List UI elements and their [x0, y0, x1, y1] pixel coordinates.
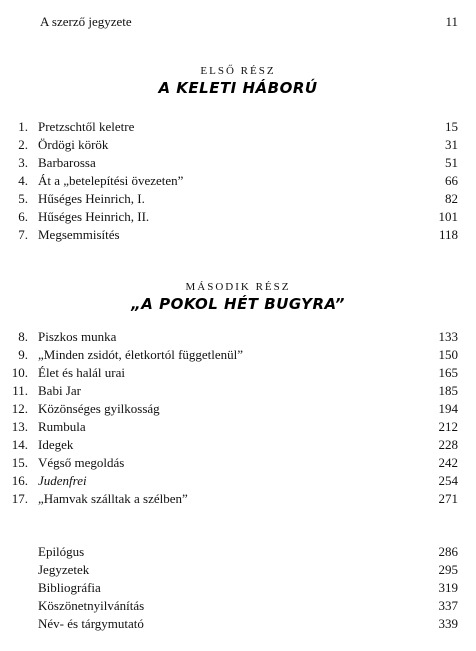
entry-number: 15.: [11, 455, 28, 470]
entry-title: Barbarossa: [38, 155, 96, 170]
toc-entry-backmatter: [0, 579, 476, 597]
entry-title: Végső megoldás: [38, 455, 125, 470]
entry-page: 101: [438, 209, 458, 224]
toc-entry: [0, 154, 476, 172]
entry-title: Hűséges Heinrich, I.: [38, 191, 145, 206]
entry-number: 10.: [11, 365, 28, 380]
entry-title: Babi Jar: [38, 383, 81, 398]
entry-title: Idegek: [38, 437, 74, 452]
entry-number: 12.: [11, 401, 28, 416]
part-label: MÁSODIK RÉSZ: [185, 281, 291, 293]
entry-number: 9.: [18, 347, 28, 362]
entry-page: 286: [438, 544, 458, 559]
entry-number: 11.: [12, 383, 28, 398]
entry-page: 271: [438, 491, 458, 506]
entry-number: 3.: [18, 155, 28, 170]
entry-page: 339: [438, 616, 458, 631]
entry-page: 185: [438, 383, 458, 398]
entry-page: 31: [445, 137, 458, 152]
toc-entry: [0, 208, 476, 226]
entry-title: A szerző jegyzete: [40, 14, 132, 29]
toc-entry: [0, 136, 476, 154]
toc-entry: [0, 400, 476, 418]
entry-page: 15: [445, 119, 458, 134]
entry-page: 51: [445, 155, 458, 170]
entry-page: 254: [438, 473, 458, 488]
entry-page: 212: [438, 419, 458, 434]
toc-entry-backmatter: [0, 543, 476, 561]
toc-entry: [0, 472, 476, 490]
toc-entry: [0, 382, 476, 400]
toc-entry-preface: [0, 13, 476, 31]
toc-entry: [0, 118, 476, 136]
entry-page: 82: [445, 191, 458, 206]
toc-entry: [0, 346, 476, 364]
entry-number: 17.: [11, 491, 28, 506]
entry-title: Judenfrei: [38, 473, 87, 488]
entry-title: Át a „betelepítési övezeten”: [38, 173, 184, 188]
entry-page: 194: [438, 401, 458, 416]
toc-entry-backmatter: [0, 615, 476, 633]
entry-title: Bibliográfia: [38, 580, 101, 595]
entry-page: 228: [438, 437, 458, 452]
entry-number: 5.: [18, 191, 28, 206]
toc-entry: [0, 190, 476, 208]
entry-title: Jegyzetek: [38, 562, 90, 577]
toc-entry: [0, 328, 476, 346]
entry-title: Élet és halál urai: [38, 365, 125, 380]
toc-entry-backmatter: [0, 597, 476, 615]
toc-entry: [0, 454, 476, 472]
entry-title: Hűséges Heinrich, II.: [38, 209, 150, 224]
entry-title: Név- és tárgymutató: [38, 616, 144, 631]
entry-number: 13.: [11, 419, 28, 434]
entry-title: Köszönetnyilvánítás: [38, 598, 145, 613]
entry-page: 133: [438, 329, 458, 344]
entry-number: 7.: [18, 227, 28, 242]
toc-entry: [0, 436, 476, 454]
entry-page: 319: [438, 580, 458, 595]
entry-title: Közönséges gyilkosság: [38, 401, 160, 416]
toc-entry: [0, 490, 476, 508]
toc-entry: [0, 226, 476, 244]
entry-title: „Minden zsidót, életkortól függetlenül”: [38, 347, 244, 362]
entry-page: 337: [438, 598, 458, 613]
entry-title: Epilógus: [38, 544, 85, 559]
entry-number: 6.: [18, 209, 28, 224]
entry-number: 14.: [11, 437, 28, 452]
toc-entry: [0, 364, 476, 382]
entry-title: Piszkos munka: [38, 329, 117, 344]
entry-title: Rumbula: [38, 419, 86, 434]
toc-entry-backmatter: [0, 561, 476, 579]
toc-entry: [0, 172, 476, 190]
entry-title: Pretzschtől keletre: [38, 119, 135, 134]
entry-page: 118: [438, 227, 458, 242]
entry-page: 242: [438, 455, 458, 470]
entry-page: 295: [438, 562, 458, 577]
part-title: A KELETI HÁBORÚ: [158, 79, 318, 97]
entry-title: „Hamvak szálltak a szélben”: [38, 491, 188, 506]
entry-number: 4.: [18, 173, 28, 188]
entry-title: Ördögi körök: [38, 137, 109, 152]
entry-page: 150: [438, 347, 458, 362]
entry-title: Megsemmisítés: [38, 227, 120, 242]
entry-number: 16.: [11, 473, 28, 488]
entry-page: 11: [445, 14, 458, 29]
part-title: „A POKOL HÉT BUGYRA”: [131, 295, 345, 313]
entry-number: 1.: [18, 119, 28, 134]
toc-entry: [0, 418, 476, 436]
entry-number: 2.: [18, 137, 28, 152]
entry-number: 8.: [18, 329, 28, 344]
part-label: ELSŐ RÉSZ: [200, 65, 276, 77]
entry-page: 66: [445, 173, 458, 188]
entry-page: 165: [438, 365, 458, 380]
